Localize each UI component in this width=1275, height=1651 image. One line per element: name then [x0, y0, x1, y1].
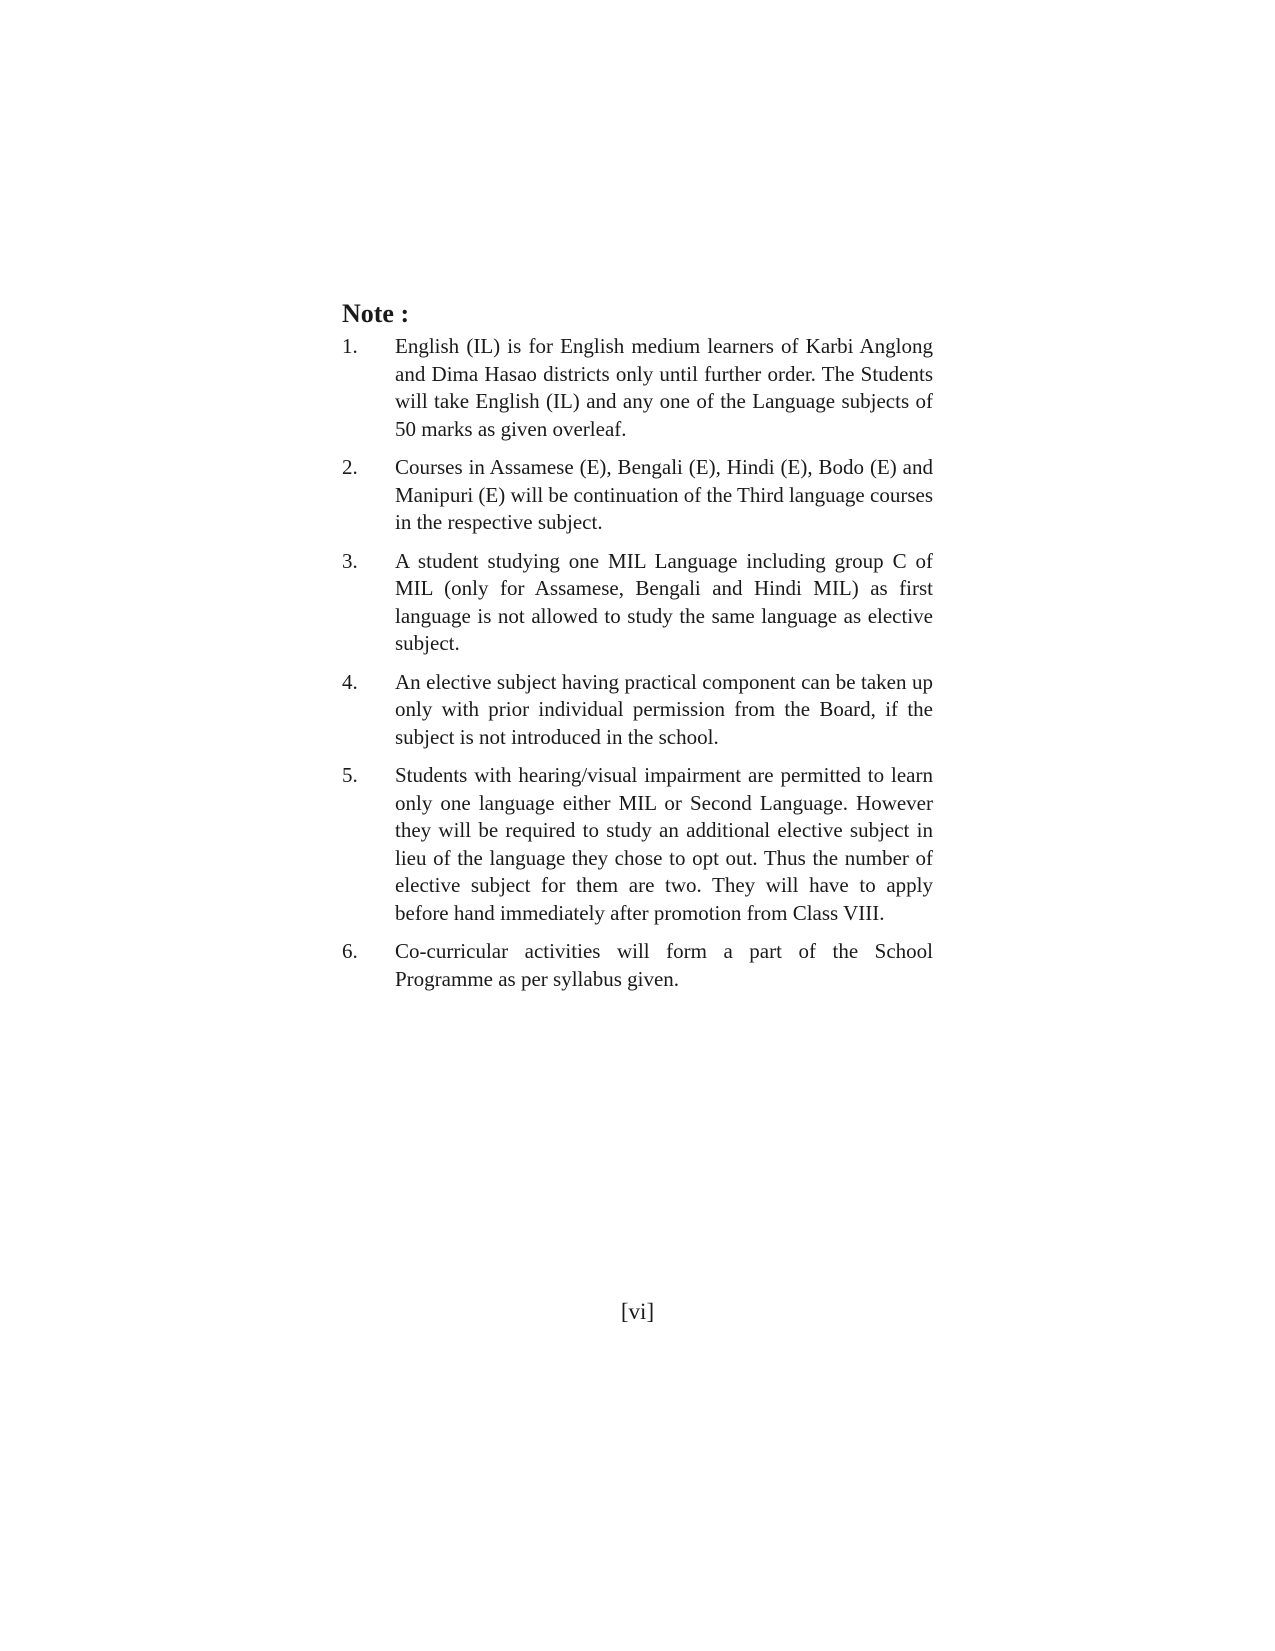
note-item-text: A student studying one MIL Language including group C of MIL (only for Assamese, Bengali and Hindi MIL) as first language is not allowed to study the same language as elective subject.: [395, 548, 933, 655]
note-item-1: [342, 333, 933, 443]
note-item-number: 2.: [342, 455, 358, 479]
page-number: [vi]: [620, 1299, 655, 1324]
note-item-number: 6.: [342, 939, 358, 963]
note-item-number: 1.: [342, 334, 358, 358]
note-item-5: [342, 762, 933, 927]
note-item-text: Co-curricular activities will form a part of the School Programme as per syllabus given.: [395, 939, 933, 991]
note-item-3: [342, 548, 933, 658]
note-item-number: 4.: [342, 669, 358, 694]
note-item-6: [342, 938, 933, 993]
note-item-4: [342, 669, 933, 752]
note-list: [342, 333, 933, 993]
note-item-text: Courses in Assamese (E), Bengali (E), Hindi (E), Bodo (E) and Manipuri (E) will be continuation of the Third language courses in the respective subject.: [395, 455, 933, 534]
note-heading: Note :: [342, 299, 410, 328]
note-item-text: An elective subject having practical component can be taken up only with prior individual permission from the Board, if the subject is not introduced in the school.: [395, 669, 933, 749]
note-item-text: Students with hearing/visual impairment are permitted to learn only one language either MIL or Second Language. However they will be required to study an additional elective subject in lieu of the language they chose to opt out. Thus the number of elective subject for them are two. They will have to apply before hand immediately after promotion from Class VIII.: [395, 763, 933, 925]
note-item-number: 3.: [342, 548, 358, 573]
note-section: [342, 297, 933, 1004]
note-item-text: English (IL) is for English medium learners of Karbi Anglong and Dima Hasao districts only until further order. The Students will take English (IL) and any one of the Language subjects of 50 marks as given overleaf.: [395, 334, 933, 441]
note-item-2: [342, 454, 933, 537]
note-item-number: 5.: [342, 763, 358, 787]
